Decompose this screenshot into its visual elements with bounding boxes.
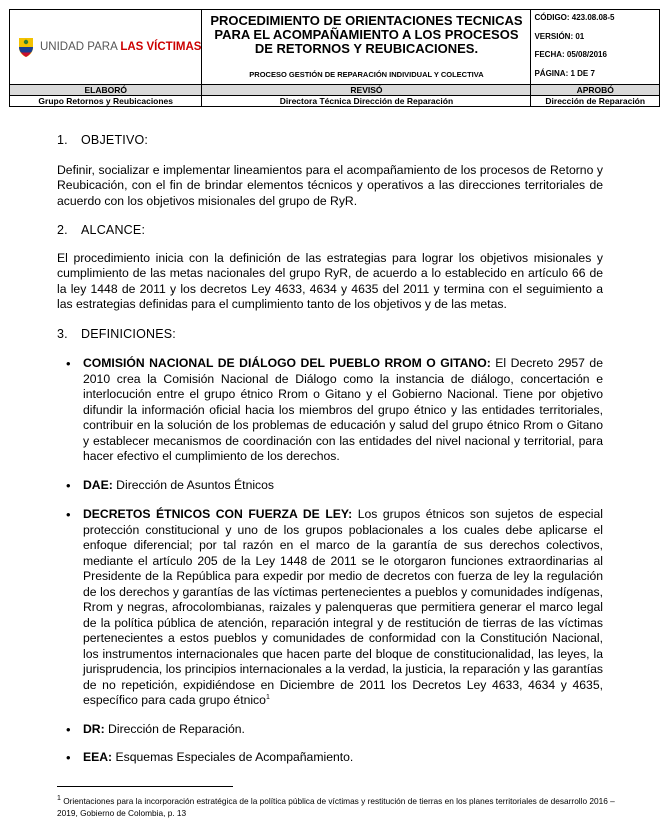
signature-labels-row <box>10 85 660 96</box>
footnote: $^1$ Orientaciones para la incorporación estratégica de la política pública de víctimas y restitución de tierras en los planes territoriales de desarrollo 2016 – 2019, Gobierno de Colombia, p. 13 <box>57 795 615 818</box>
document-version: VERSIÓN: 01 <box>534 31 585 41</box>
definition-item: • DR: Dirección de Reparación. <box>66 721 245 737</box>
process-name: PROCESO GESTIÓN DE REPARACIÓN INDIVIDUAL Y COLECTIVA <box>249 70 484 79</box>
aprobo-value: Dirección de Reparación <box>531 96 660 107</box>
document-header <box>9 9 660 107</box>
section-heading-objetivo: 1. OBJETIVO: <box>57 133 149 147</box>
footnote-reference[interactable]: 1 <box>265 693 270 701</box>
section-heading-alcance: 2. ALCANCE: <box>57 223 146 237</box>
document-date: FECHA: 05/08/2016 <box>534 50 607 59</box>
bullet-icon: • <box>66 750 71 765</box>
logo-prefix: UNIDAD PARA <box>40 41 121 53</box>
title-cell <box>202 10 531 85</box>
elaboro-value: Grupo Retornos y Reubicaciones <box>10 96 202 107</box>
document-page: PÁGINA: 1 DE 7 <box>534 68 595 78</box>
signature-values-row <box>10 96 660 107</box>
bullet-icon: • <box>66 507 71 522</box>
bullet-icon: • <box>66 477 71 493</box>
logo-highlight: LAS VÍCTIMAS <box>120 41 202 53</box>
definition-item: • DECRETOS ÉTNICOS CON FUERZA DE LEY: Los grupos étnicos son sujetos de especial protección constitucional y uno de los grupos poblacionales a los cuales debe aplicarse el enfoque diferencial; por tal razón en el marco de la garantía de sus derechos colectivos, mediante el artículo 205 de la Ley 1448 de 2011 se le otorgaron funciones extraordinarias al Presidente de la República para expedir por medio de decretos con fuerza de ley la regulación de los derechos y garantías de las víctimas pertenecientes a pueblos y comunidades indígenas, Rrom y negras, afrocolombianas, raizales y palenqueras que permitiera generar el marco legal de la política pública de atención, reparación integral y de restitución de tierras de las víctimas pertenecientes a estos pueblos y comunidades de conformidad con la Constitución Nacional, los instrumentos internacionales que hacen parte del bloque de constitucionalidad, las leyes, la jurisprudencia, los principios internacionales a la verdad, la justicia, la reparación y las garantías de no repetición, expidiéndose en Diciembre de 2011 los Decretos Ley 4633, 4634 y 4635, específico para cada grupo étnico$^1$ <box>66 507 603 707</box>
document-title: PROCEDIMIENTO DE ORIENTACIONES TECNICAS PARA EL ACOMPAÑAMIENTO A LOS PROCESOS DE RETORNOS Y REUBICACIONES. <box>210 13 523 56</box>
logo-cell <box>10 10 202 85</box>
elaboro-label: ELABORÓ <box>10 85 202 96</box>
objetivo-paragraph: Definir, socializar e implementar lineamientos para el acompañamiento de los procesos de Retorno y Reubicación, con el fin de brindar elementos técnicos y operativos a las direcciones territoriales de acuerdo con los objetivos misionales del grupo de RyR. <box>57 162 603 208</box>
reviso-value: Directora Técnica Dirección de Reparación <box>202 96 531 107</box>
unidad-victimas-logo <box>10 36 201 58</box>
aprobo-label: APROBÓ <box>531 85 660 96</box>
meta-cell <box>531 10 660 85</box>
section-heading-definiciones: 3. DEFINICIONES: <box>57 326 176 341</box>
bullet-icon: • <box>66 721 71 737</box>
reviso-label: REVISÓ <box>202 85 531 96</box>
definition-item: • DAE: Dirección de Asuntos Étnicos <box>66 477 275 493</box>
bullet-icon: • <box>66 356 71 371</box>
colombia-seal-icon <box>16 36 36 58</box>
definition-item: • COMISIÓN NACIONAL DE DIÁLOGO DEL PUEBLO RROM O GITANO: El Decreto 2957 de 2010 crea la Comisión Nacional de Diálogo como la instancia de diálogo, concertación e interlocución entre el grupo étnico Rrom o Gitano y el Gobierno Nacional. Tiene por objetivo difundir la información oficial hacia los miembros del grupo étnico y las entidades territoriales, contribuir en la solución de los problemas de educación y salud del grupo étnico Rrom o Gitano y establecer mecanismos de coordinación con las entidades del nivel nacional y territorial, para hacer efectivo el cumplimiento de los derechos. <box>66 356 603 463</box>
definition-item: • EEA: Esquemas Especiales de Acompañamiento. <box>66 750 354 765</box>
document-code: CÓDIGO: 423.08.08-5 <box>534 13 615 22</box>
alcance-paragraph: El procedimiento inicia con la definición de las estrategias para lograr los objetivos misionales y cumplimiento de las metas nacionales del grupo RyR, de acuerdo a lo establecido en artículo 66 de la ley 1448 de 2011 y los decretos Ley 4633, 4634 y 4635 del 2011 y termina con el seguimiento a las estrategias definidas para el cumplimiento tanto de los objetivos y de las metas. <box>57 250 603 311</box>
document-body <box>57 133 603 766</box>
footnote-separator <box>57 786 233 787</box>
